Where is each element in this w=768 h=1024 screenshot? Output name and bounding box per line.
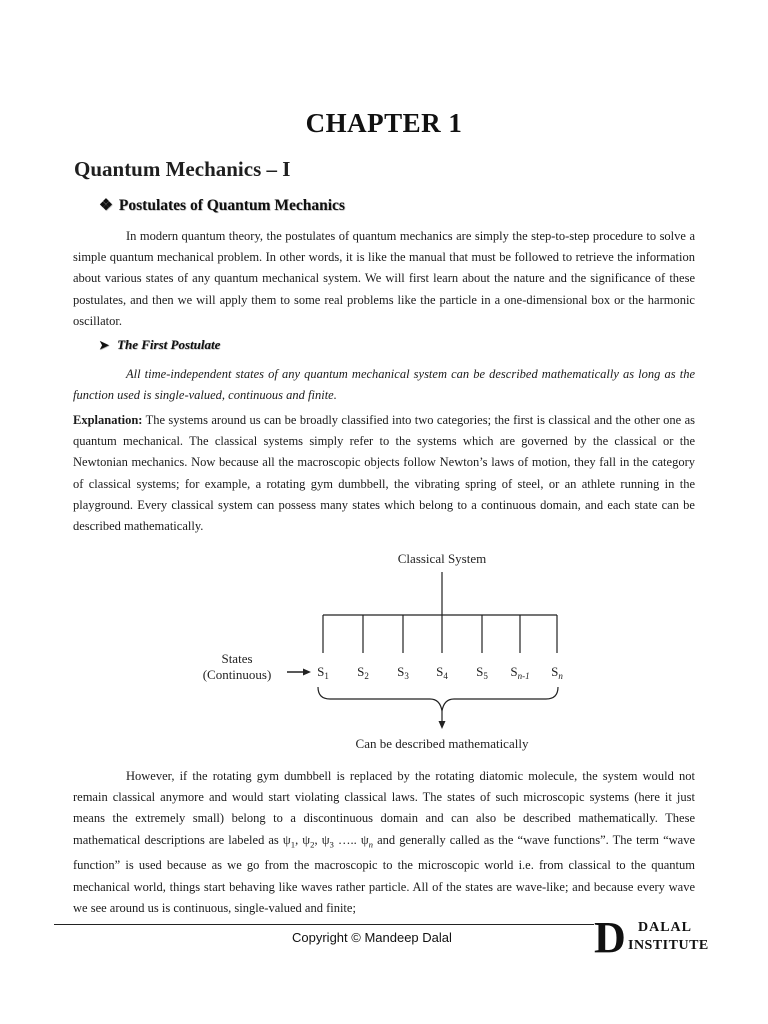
- footer-copyright: Copyright © Mandeep Dalal: [292, 930, 452, 945]
- logo-top-text: DALAL: [638, 920, 693, 935]
- psi-3-subscript: 3: [329, 839, 334, 850]
- psi-2: ψ: [302, 832, 311, 847]
- footer-rule: [54, 924, 594, 925]
- however-text-part2: and generally called as the “wave functions”. The term “wave function” is used because as we go from the macroscopic to the microscopic world i.e. from classical to the quantum mechanical world, things start behaving like waves rather particle. All of the states are wave-like; and because every wave we see around us is continuous, single-valued and finite;: [73, 832, 696, 915]
- state-label-2: $S_2$: [357, 664, 369, 681]
- diagram-branch-ticks: [323, 615, 557, 653]
- state-label-1: $S_1$: [317, 664, 329, 681]
- diagram-state-labels: [317, 664, 563, 681]
- state-label-6: $S_{n-1}$: [510, 664, 530, 681]
- diagram-left-label-line2: (Continuous): [202, 667, 272, 682]
- postulate-heading: [99, 337, 220, 353]
- arrow-down-icon: [439, 721, 446, 729]
- psi-1-subscript: 1: [290, 839, 296, 850]
- subsection-title-text: Postulates of Quantum Mechanics: [118, 197, 345, 214]
- classical-system-diagram: [180, 545, 590, 755]
- subsection-title: [99, 196, 345, 215]
- psi-2-subscript: 2: [310, 839, 315, 850]
- explanation-paragraph: [73, 410, 695, 537]
- diagram-brace: [318, 687, 558, 711]
- postulate-heading-text: The First Postulate: [117, 337, 221, 352]
- state-label-5: $S_5$: [476, 664, 488, 681]
- state-label-4: $S_4$: [436, 664, 448, 681]
- logo-letter: D: [594, 913, 626, 962]
- arrow-right-icon: [303, 669, 311, 676]
- diagram-left-label-line1: States: [221, 651, 253, 666]
- psi-1: ψ: [282, 832, 291, 847]
- psi-ellipsis: …..: [333, 832, 361, 847]
- logo-bottom-text: INSTITUTE: [628, 938, 709, 953]
- arrow-bullet-icon: ➤: [99, 338, 110, 352]
- psi-n-subscript: n: [368, 839, 374, 850]
- section-title: Quantum Mechanics – I: [74, 157, 291, 181]
- state-label-3: $S_3$: [397, 664, 409, 681]
- intro-paragraph: In modern quantum theory, the postulates of quantum mechanics are simply the step-to-step procedure to solve a simple quantum mechanical problem. In other words, it is like the manual that must be followed to retrieve the information about various states of any quantum mechanical system. We will first learn about the nature and the significance of these postulates, and then we will apply them to some real problems like the particle in a one-dimensional box or the harmonic oscillator.: [73, 229, 695, 328]
- however-text-part1: However, if the rotating gym dumbbell is replaced by the rotating diatomic molecule, the system would not remain classical anymore and would start violating classical laws. The states of such microscopic systems (here it just means the extremely small) belong to a discontinuous domain and can also be described mathematically. These mathematical descriptions are labeled as: [73, 769, 695, 847]
- dalal-institute-logo: [594, 913, 724, 962]
- state-label-7: $S_n$: [551, 664, 563, 681]
- diagram-bottom-label: Can be described mathematically: [355, 736, 529, 751]
- however-paragraph: However, if the rotating gym dumbbell is replaced by the rotating diatomic molecule, the system would not remain classical anymore and would start violating classical laws. The states of such microscopic systems (here it just means the extremely small) belong to a discontinuous domain and can also be described mathematically. These mathematical descriptions are labeled as $\psi_1$, $\psi_2$, $\psi_3$ ….. $\psi_n$ and generally called as the “wave functions”. The term “wave function” is used because as we go from the macroscopic to the microscopic world i.e. from classical to the quantum mechanical world, things start behaving like waves rather particle. All of the states are wave-like; and because every wave we see around us is continuous, single-valued and finite;: [73, 769, 696, 915]
- chapter-title: CHAPTER 1: [305, 108, 463, 138]
- psi-3: ψ: [321, 832, 330, 847]
- psi-n: ψ: [360, 832, 369, 847]
- explanation-text: The systems around us can be broadly classified into two categories; the first is classical and the other one as quantum mechanical. The classical systems simply refer to the systems which are governed by the classical or the Newtonian mechanics. Now because all the macroscopic objects follow Newton’s laws of motion, they fall in the category of classical systems; for example, a rotating gym dumbbell, the vibrating spring of steel, or an athlete running in the playground. Every classical system can possess many states which belong to a continuous domain, and each state can be described mathematically.: [73, 413, 695, 534]
- postulate-statement: All time-independent states of any quantum mechanical system can be described mathematically as long as the function used is single-valued, continuous and finite.: [73, 367, 695, 403]
- explanation-label: Explanation:: [73, 413, 143, 427]
- diamond-bullet-icon: ❖: [99, 197, 113, 214]
- diagram-top-label: Classical System: [397, 551, 487, 566]
